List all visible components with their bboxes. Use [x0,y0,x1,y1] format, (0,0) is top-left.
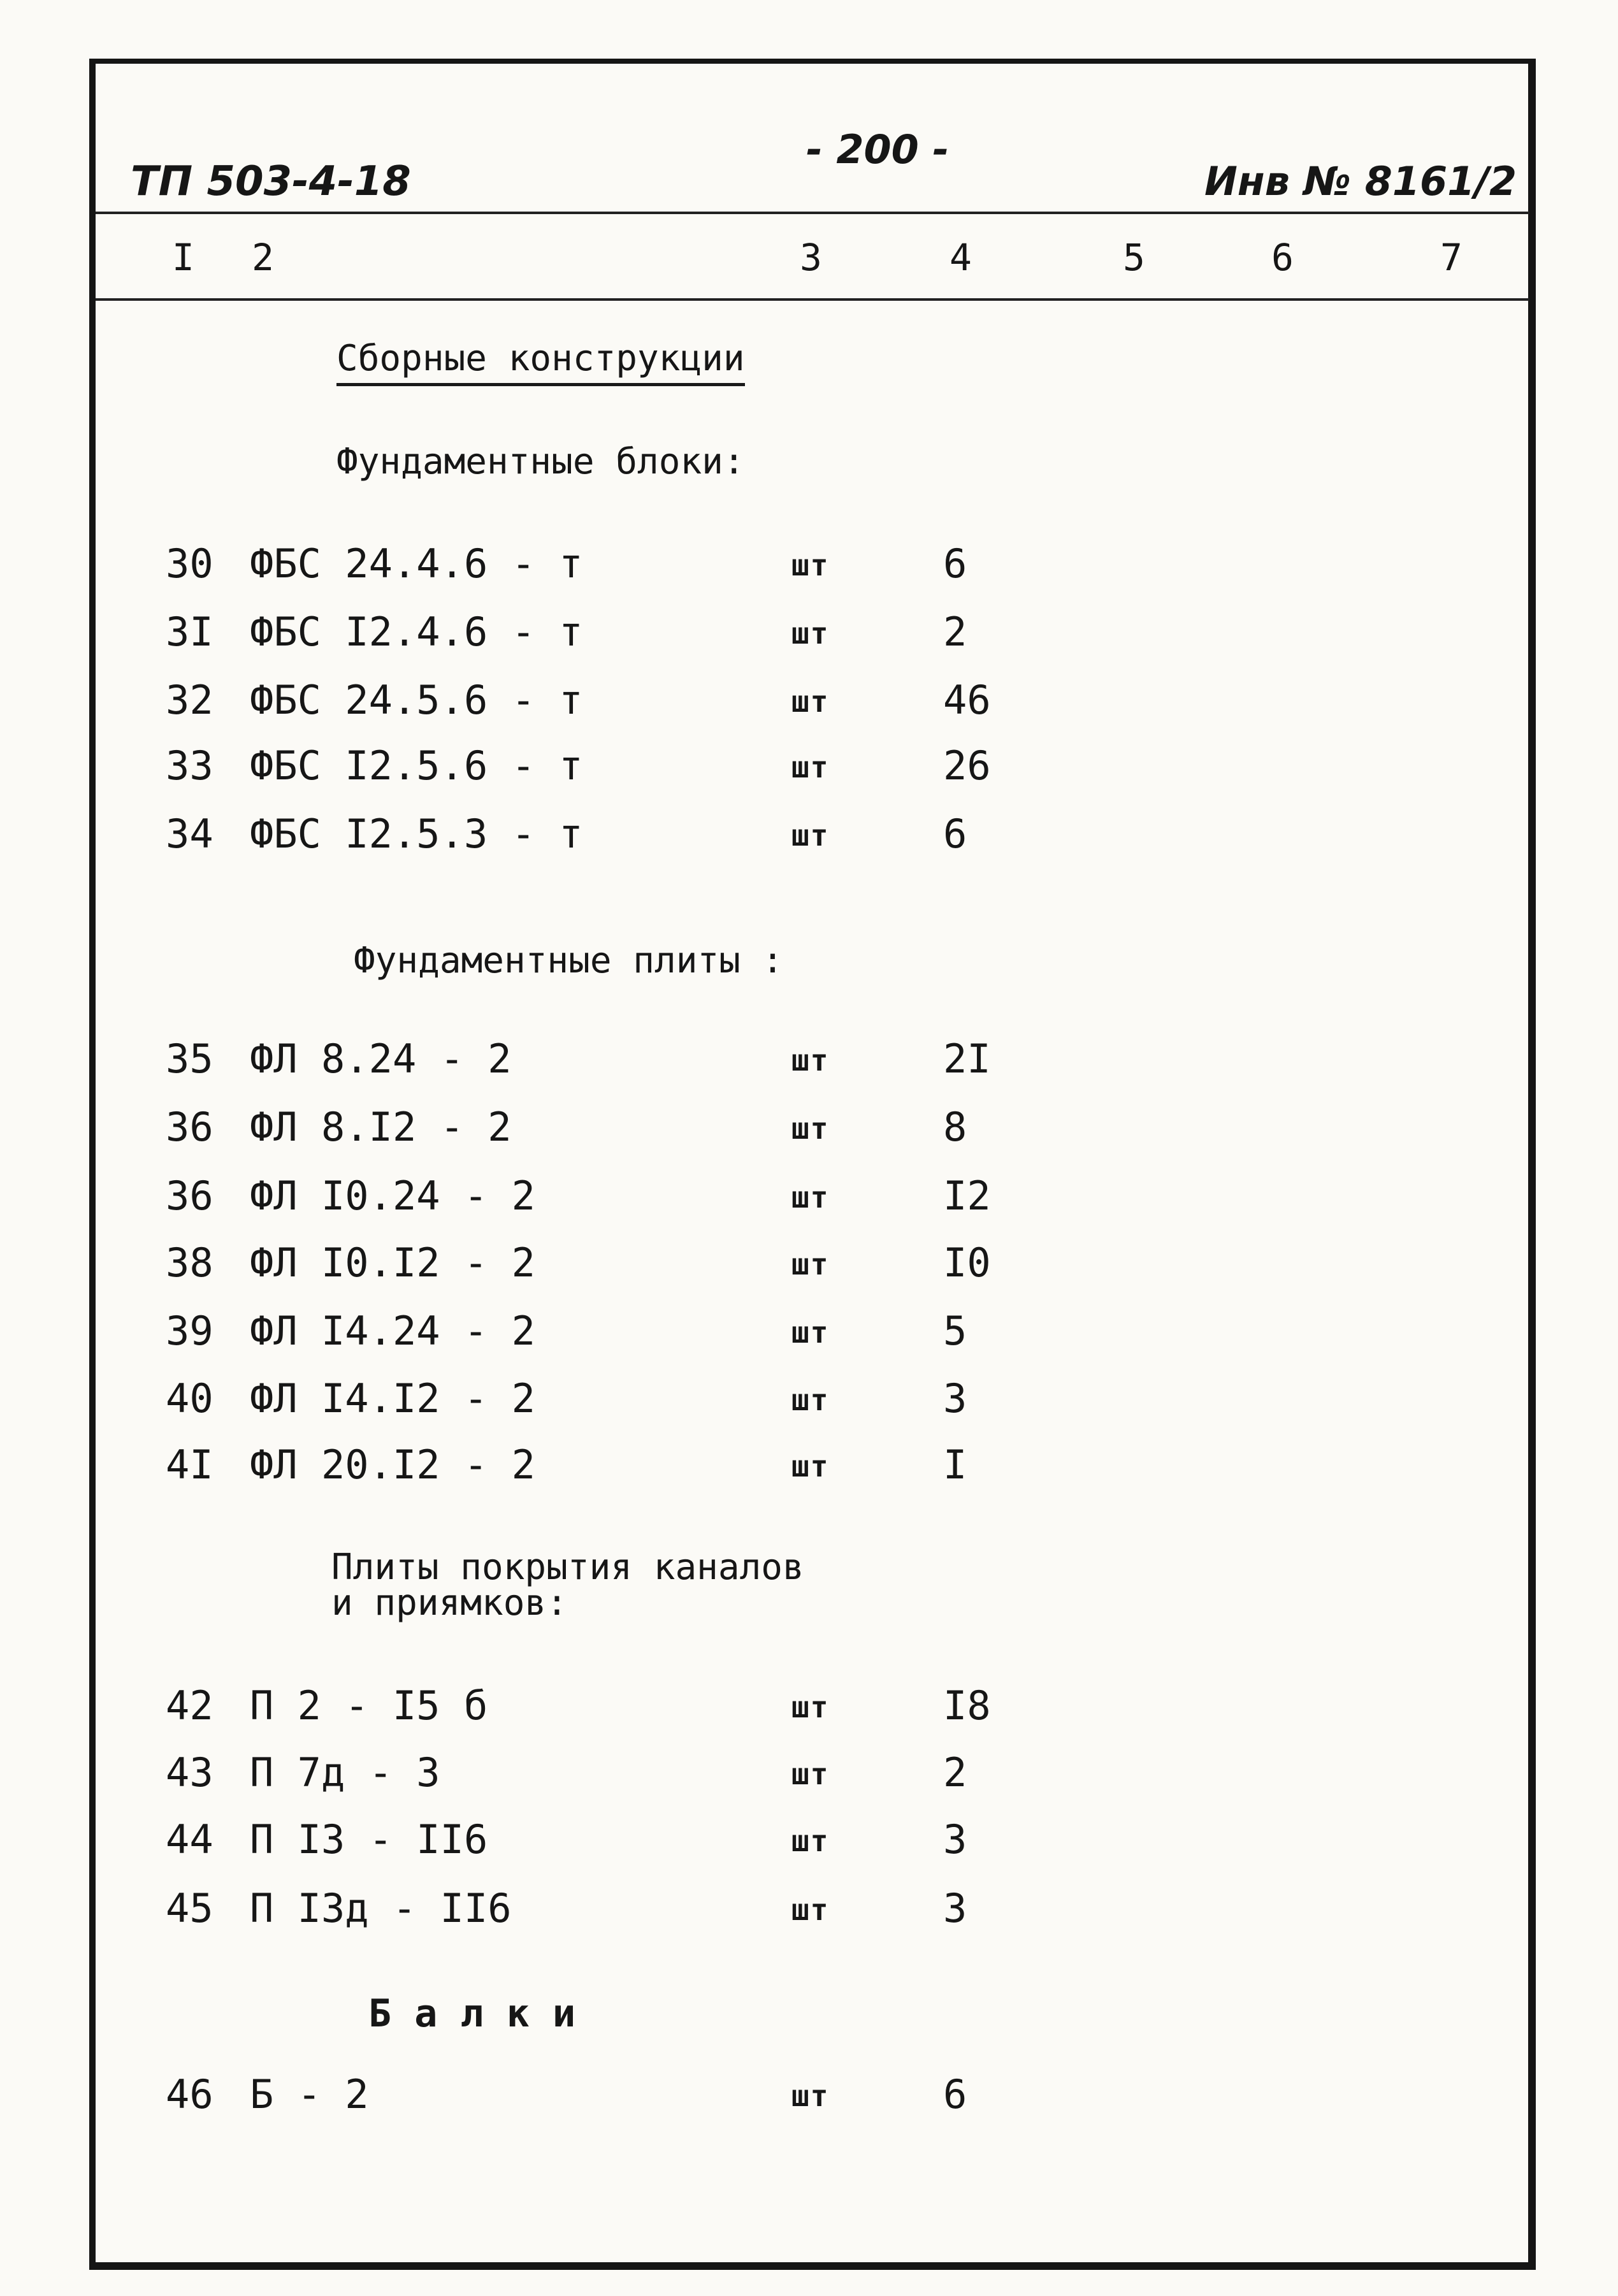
row-unit: шт [791,1111,830,1146]
inventory-number: Инв № 8161/2 [1204,158,1517,205]
row-unit: шт [791,548,830,582]
row-designation: ФЛ I0.I2 - 2 [250,1239,535,1286]
section-heading-prefab: Сборные конструкции [336,338,745,386]
row-quantity: 2 [943,1749,967,1796]
row-quantity: 3 [943,1375,967,1422]
row-unit: шт [791,1383,830,1417]
row-quantity: 5 [943,1308,967,1354]
row-unit: шт [791,684,830,719]
row-quantity: 2 [943,609,967,655]
row-designation: П 7д - 3 [250,1749,440,1796]
row-number: 44 [166,1816,213,1863]
section-heading-slabs: Фундаментные плиты : [354,940,784,981]
row-quantity: 6 [943,2071,967,2118]
row-number: 45 [166,1885,213,1931]
row-quantity: 8 [943,1104,967,1150]
row-designation: ФЛ 8.24 - 2 [250,1036,512,1082]
row-designation: ФБС I2.4.6 - т [250,609,583,655]
row-designation: ФБС 24.4.6 - т [250,540,583,587]
row-quantity: I0 [943,1239,991,1286]
section-heading-line-2: и приямков: [331,1582,568,1624]
row-number: 38 [166,1239,213,1286]
row-quantity: 46 [943,677,991,723]
row-unit: шт [791,1247,830,1282]
column-number-1: I [172,236,194,279]
row-number: 32 [166,677,213,723]
row-unit: шт [791,1757,830,1791]
header-top-rule [96,212,1529,214]
row-designation: Б - 2 [250,2071,369,2118]
row-designation: ФЛ I0.24 - 2 [250,1173,535,1219]
row-quantity: 3 [943,1816,967,1863]
row-number: 30 [166,540,213,587]
row-unit: шт [791,1315,830,1350]
row-quantity: 3 [943,1885,967,1931]
column-number-4: 4 [950,236,972,279]
row-number: 39 [166,1308,213,1354]
row-quantity: I8 [943,1682,991,1729]
row-number: 40 [166,1375,213,1422]
row-unit: шт [791,1824,830,1858]
row-designation: ФБС 24.5.6 - т [250,677,583,723]
row-number: 42 [166,1682,213,1729]
section-heading-channel-covers [331,1547,804,1624]
row-designation: ФЛ I4.24 - 2 [250,1308,535,1354]
row-number: 3I [166,609,213,655]
row-unit: шт [791,818,830,853]
row-quantity: I2 [943,1173,991,1219]
row-number: 34 [166,811,213,857]
column-number-2: 2 [252,236,274,279]
row-designation: ФЛ 8.I2 - 2 [250,1104,512,1150]
row-quantity: 2I [943,1036,991,1082]
row-number: 36 [166,1104,213,1150]
row-number: 35 [166,1036,213,1082]
section-heading-line-1: Плиты покрытия каналов [331,1547,804,1588]
row-designation: ФЛ 20.I2 - 2 [250,1441,535,1488]
row-designation: ФЛ I4.I2 - 2 [250,1375,535,1422]
row-number: 4I [166,1441,213,1488]
row-designation: П I3д - II6 [250,1885,512,1931]
header-bottom-rule [96,298,1529,301]
row-designation: П I3 - II6 [250,1816,488,1863]
section-heading-beams: Б а л к и [368,1991,576,2036]
row-quantity: 6 [943,811,967,857]
row-unit: шт [791,616,830,651]
row-number: 46 [166,2071,213,2118]
column-number-5: 5 [1123,236,1145,279]
row-number: 36 [166,1173,213,1219]
row-designation: ФБС I2.5.6 - т [250,742,583,789]
column-number-3: 3 [800,236,822,279]
column-number-7: 7 [1440,236,1463,279]
row-number: 33 [166,742,213,789]
row-number: 43 [166,1749,213,1796]
row-unit: шт [791,1449,830,1484]
row-unit: шт [791,1690,830,1724]
row-quantity: 26 [943,742,991,789]
column-number-6: 6 [1271,236,1294,279]
row-designation: П 2 - I5 б [250,1682,488,1729]
row-quantity: 6 [943,540,967,587]
row-quantity: I [943,1441,967,1488]
row-unit: шт [791,750,830,784]
row-unit: шт [791,2079,830,2113]
row-unit: шт [791,1180,830,1215]
page-frame [89,59,1536,2270]
row-designation: ФБС I2.5.3 - т [250,811,583,857]
row-unit: шт [791,1043,830,1078]
page-number: - 200 - [806,126,950,173]
row-unit: шт [791,1893,830,1927]
section-heading-blocks: Фундаментные блоки: [336,441,745,482]
document-code: ТП 503-4-18 [131,158,411,205]
